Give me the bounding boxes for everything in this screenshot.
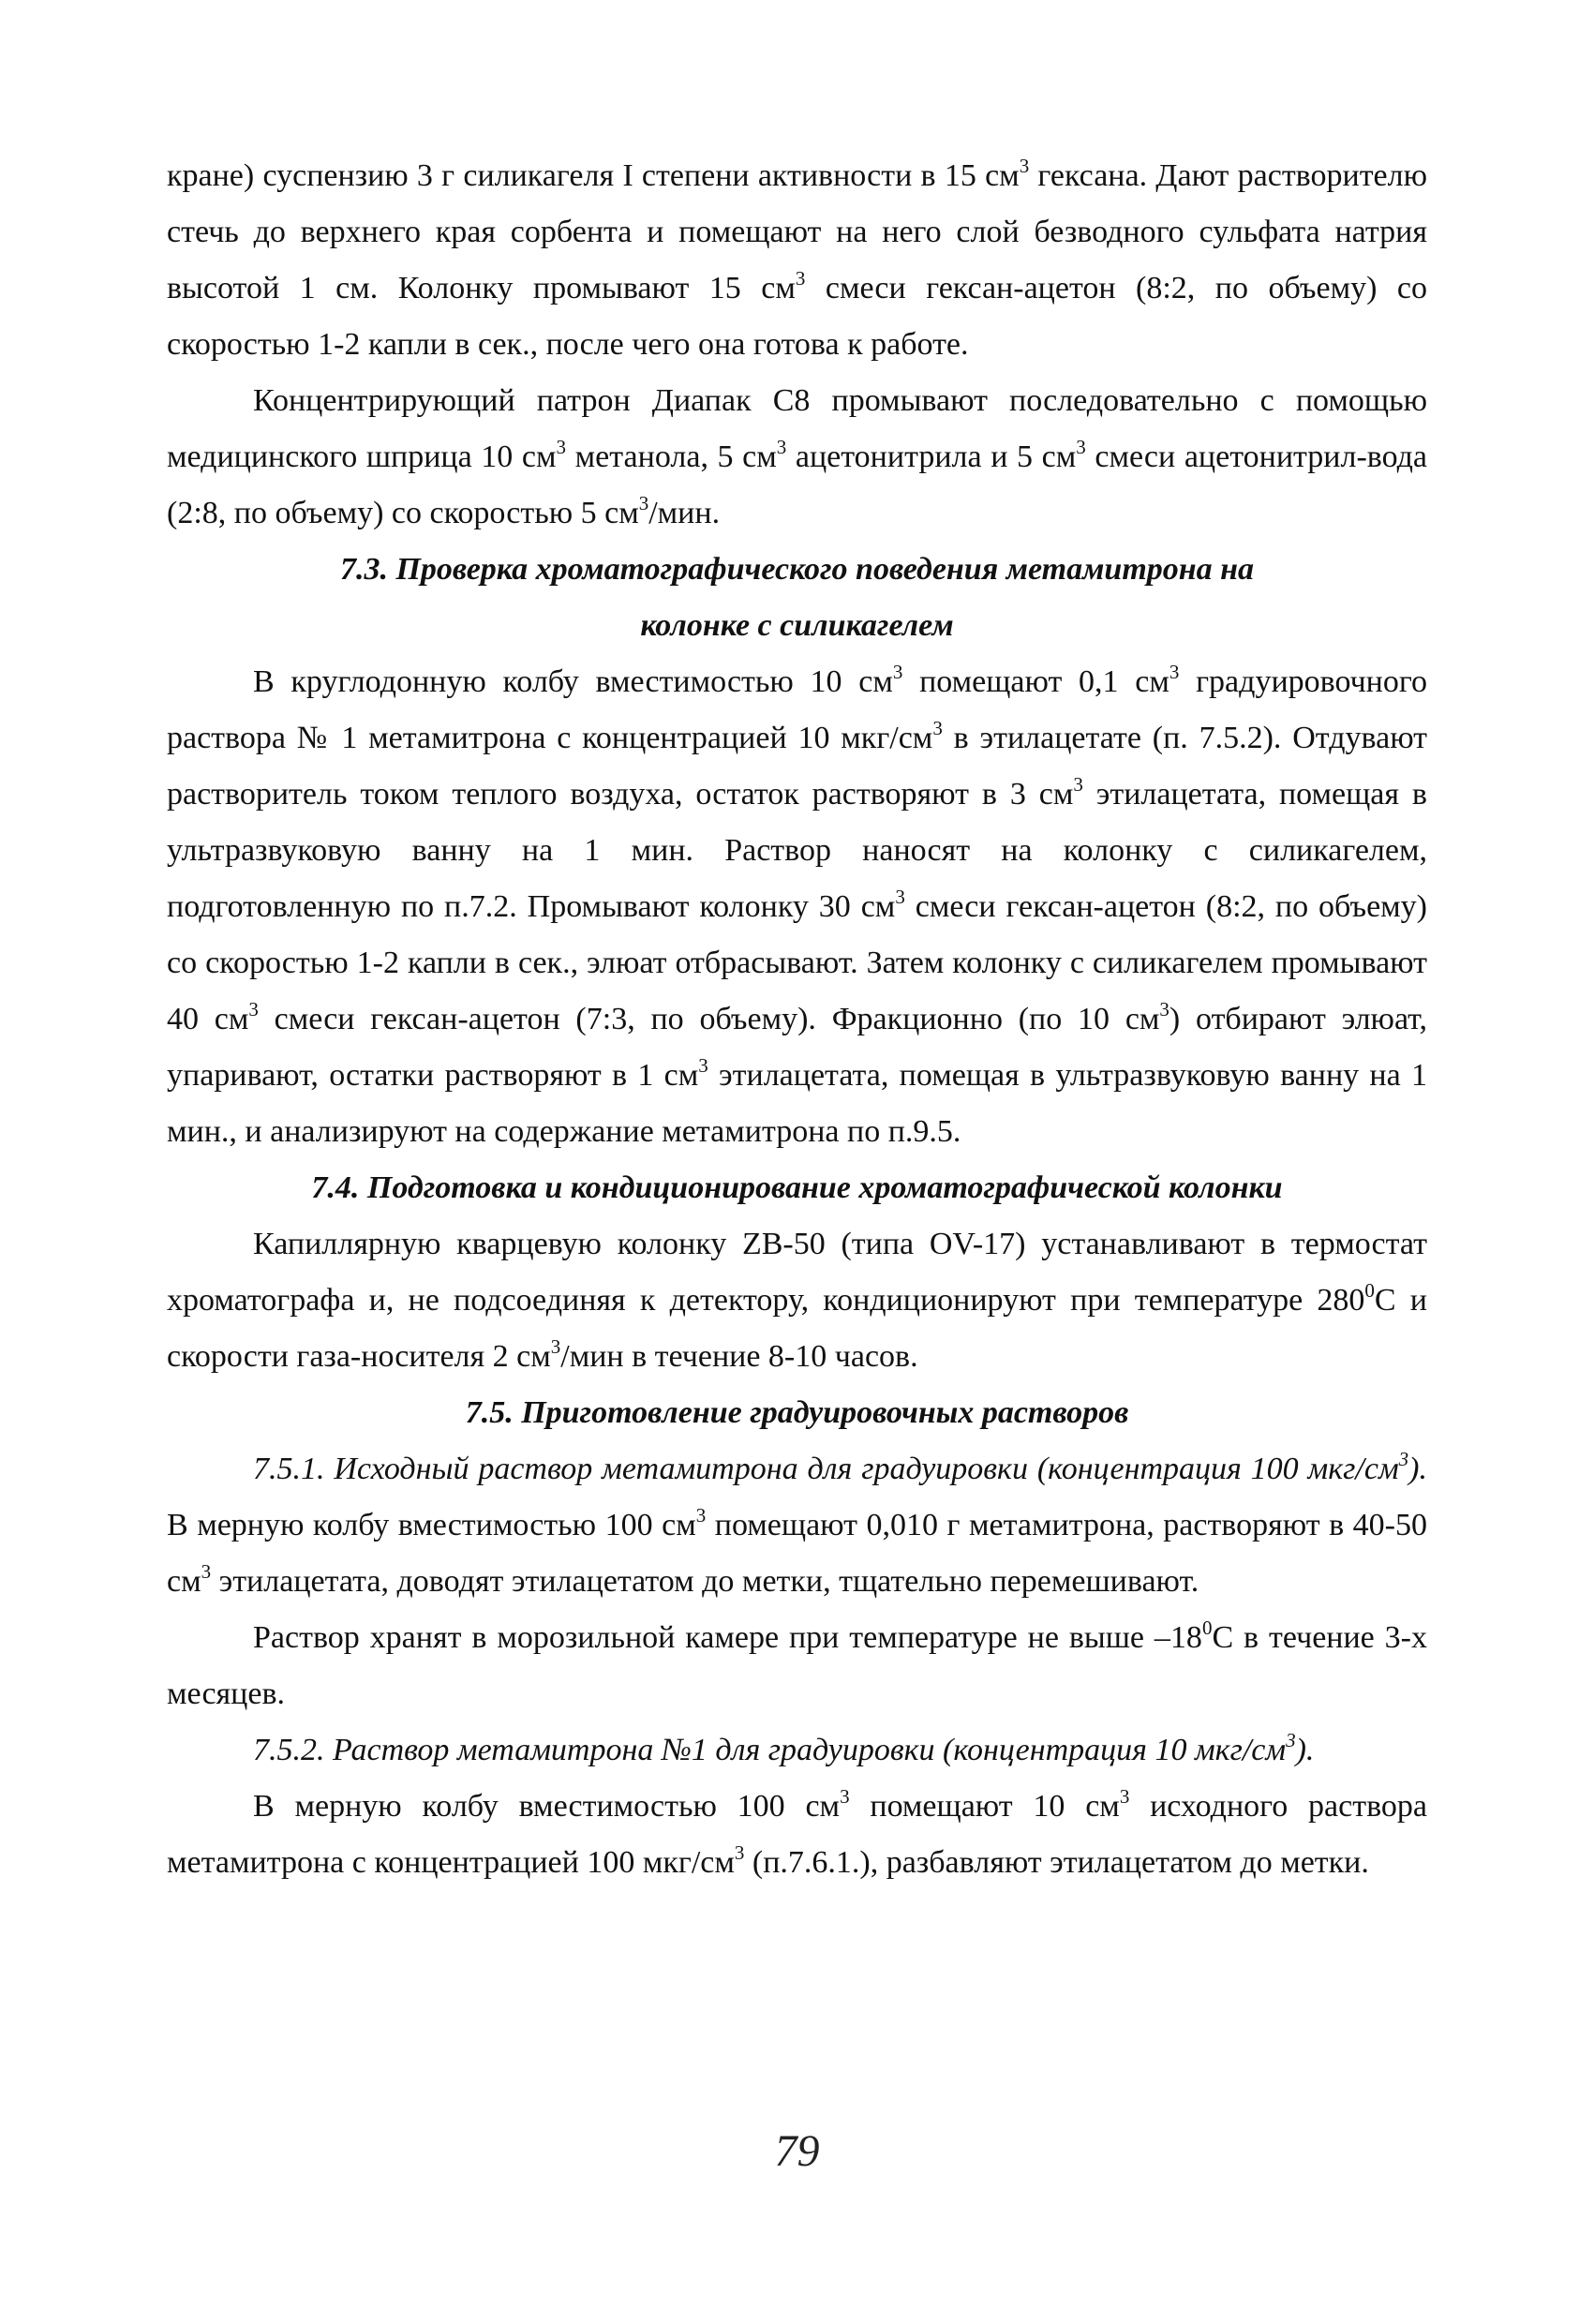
subsection-heading-7-5-2: 7.5.2. Раствор метамитрона №1 для градуировки (концентрация 10 мкг/$см^3$). [253, 1729, 1315, 1767]
page-number: 79 [774, 2126, 820, 2176]
paragraph-column-prep: кране) суспензию 3 г силикагеля I степени активности в 15 $см^3$ гексана. Дают растворителю стечь до верхнего края сорбента и помещают на него слой безводного сульфата натрия высотой 1 см. Колонку промывают 15 $см^3$ смеси гексан-ацетон (8:2, по объему) со скоростью 1-2 капли в сек., после чего она готова к работе. [167, 155, 1428, 362]
page-body [167, 148, 1427, 1891]
paragraph-cartridge-wash: Концентрирующий патрон Диапак С8 промывают последовательно с помощью медицинского шприца 10 $см^3$ метанола, 5 $см^3$ ацетонитрила и 5 $см^3$ смеси ацетонитрил-вода (2:8, по объему) со скоростью 5 $см^3$/мин. [167, 383, 1427, 530]
section-heading-7-3: 7.3. Проверка хроматографического поведения метамитрона на колонке с силикагелем [339, 552, 1255, 643]
paragraph-stock-solution: 7.5.1. Исходный раствор метамитрона для градуировки (концентрация 100 мкг/$см^3$). В мерную колбу вместимостью 100 $см^3$ помещают 0,010 г метамитрона, растворяют в 40-50 $см^3$ этилацетата, доводят этилацетатом до метки, тщательно перемешивают. [167, 1448, 1428, 1599]
paragraph-chromatographic-check: В круглодонную колбу вместимостью 10 $см^3$ помещают 0,1 $см^3$ градуировочного раствора № 1 метамитрона с концентрацией 10 мкг/$см^3$ в этилацетате (п. 7.5.2). Отдувают растворитель током теплого воздуха, остаток растворяют в 3 $см^3$ этилацетата, помещая в ультразвуковую ванну на 1 мин. Раствор наносят на колонку с силикагелем, подготовленную по п.7.2. Промывают колонку 30 $см^3$ смеси гексан-ацетон (8:2, по объему) со скоростью 1-2 капли в сек., элюат отбрасывают. Затем колонку с силикагелем промывают 40 $см^3$ смеси гексан-ацетон (7:3, по объему). Фракционно (по 10 $см^3$) отбирают элюат, упаривают, остатки растворяют в 1 $см^3$ этилацетата, помещая в ультразвуковую ванну на 1 мин., и анализируют на содержание метамитрона по п.9.5. [167, 661, 1428, 1149]
section-heading-7-4: 7.4. Подготовка и кондиционирование хроматографической колонки [311, 1170, 1283, 1205]
paragraph-working-solution: В мерную колбу вместимостью 100 $см^3$ помещают 10 $см^3$ исходного раствора метамитрона с концентрацией 100 мкг/$см^3$ (п.7.6.1.), разбавляют этилацетатом до метки. [167, 1785, 1428, 1880]
section-heading-7-5: 7.5. Приготовление градуировочных растворов [465, 1395, 1129, 1430]
paragraph-column-conditioning: Капиллярную кварцевую колонку ZB-50 (типа OV-17) устанавливают в термостат хроматографа и, не подсоединяя к детектору, кондиционируют при температуре $280^0С$ и скорости газа-носителя 2 $см^3$/мин в течение 8-10 часов. [167, 1227, 1427, 1374]
paragraph-storage: Раствор хранят в морозильной камере при температуре не выше $-18^0С$ в течение 3-х месяцев. [167, 1616, 1428, 1711]
